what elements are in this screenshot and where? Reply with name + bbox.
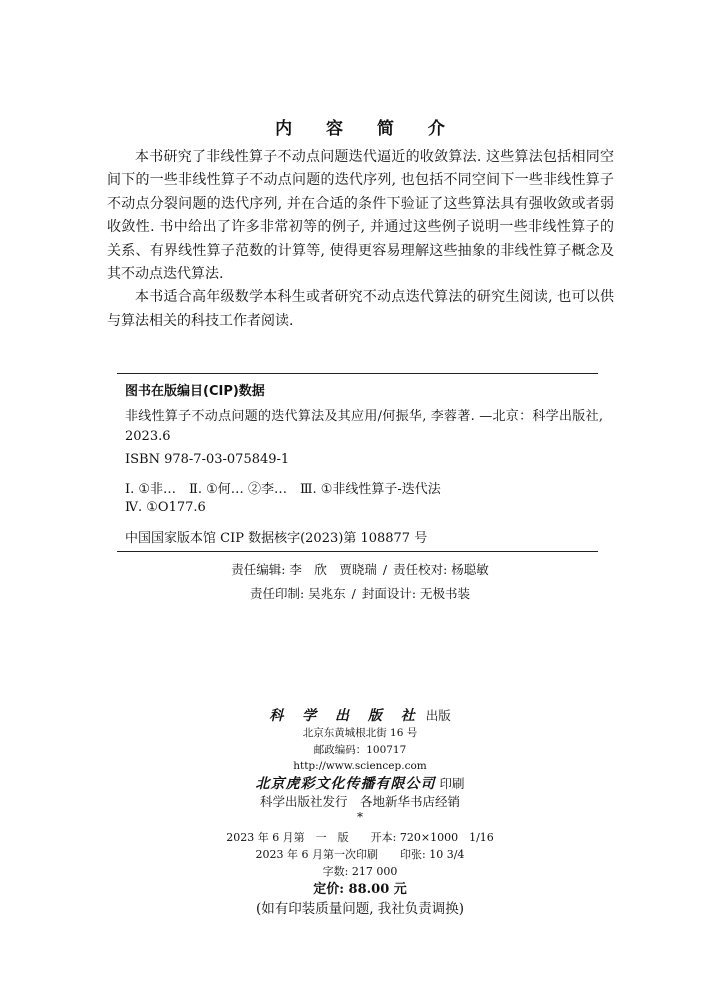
cip-bottom-rule — [117, 551, 598, 552]
publisher-address: 北京东黄城根北街 16 号 — [302, 727, 418, 739]
cip-isbn: ISBN 978-7-03-075849-1 — [125, 452, 290, 467]
proofreader: 责任校对: 杨聪敏 — [393, 562, 489, 577]
colophon — [0, 707, 720, 919]
printer-line — [0, 775, 720, 793]
abstract — [107, 146, 614, 333]
price-label: 定价: — [313, 881, 345, 897]
publisher-logo: 科 学 出 版 社 — [269, 708, 422, 724]
publisher-line — [0, 707, 720, 725]
cip-classification-1: Ⅰ. ①非… Ⅱ. ①何… ②李… Ⅲ. ①非线性算子-迭代法 — [125, 482, 441, 497]
cip-classification-2: Ⅳ. ①O177.6 — [125, 500, 206, 515]
price-line — [0, 880, 720, 899]
page-title: 内 容 简 介 — [275, 119, 459, 139]
separator-star: * — [357, 809, 363, 824]
credits-separator: / — [382, 562, 388, 577]
editors: 责任编辑: 李 欣 贾晓瑞 — [231, 562, 377, 577]
edition-line: 2023 年 6 月第 一 版 开本: 720×1000 1/16 — [226, 830, 494, 844]
abstract-paragraph-1: 本书研究了非线性算子不动点问题迭代逼近的收敛算法. 这些算法包括相同空间下的一些非线性算子不动点问题的迭代序列, 也包括不同空间下一些非线性算子不动点分裂问题的迭代序列, 并在合适的条件下验证了这些算法具有强收敛或者弱收敛性. 书中给出了许多非常初等的例子, 并通过这些例子说明一些非线性算子的关系、有界线性算子范数的计算等, 使得更容易理解这些抽象的非线性算子概念及其不动点迭代算法. — [107, 149, 614, 283]
abstract-paragraph-2: 本书适合高年级数学本科生或者研究不动点迭代算法的研究生阅读, 也可以供与算法相关的科技工作者阅读. — [107, 289, 614, 329]
price-value: 88.00 元 — [344, 881, 407, 897]
publisher-postcode: 邮政编码：100717 — [313, 743, 407, 756]
printing-line: 2023 年 6 月第一次印刷 印张: 10 3/4 — [255, 847, 465, 861]
publisher-url: http://www.sciencep.com — [293, 760, 427, 772]
quality-notice: (如有印装质量问题, 我社负责调换) — [255, 900, 465, 917]
cip-entry: 非线性算子不动点问题的迭代算法及其应用/何振华, 李蓉著. —北京：科学出版社, 2023.6 — [125, 409, 603, 444]
cip-record-number: 中国国家版本馆 CIP 数据核字(2023)第 108877 号 — [125, 531, 428, 546]
printer-name: 北京虎彩文化传播有限公司 — [255, 775, 436, 792]
cip-top-rule — [117, 373, 598, 374]
cip-heading: 图书在版编目(CIP)数据 — [125, 384, 265, 399]
cover-designer: 封面设计: 无极书装 — [361, 586, 471, 601]
credits-line-2 — [0, 584, 720, 602]
credits-separator: / — [351, 586, 356, 601]
publisher-suffix: 出版 — [421, 708, 451, 723]
print-supervisor: 责任印制: 吴兆东 — [249, 586, 346, 601]
printer-suffix: 印刷 — [435, 775, 465, 791]
word-count: 字数: 217 000 — [322, 864, 398, 878]
credits-line-1 — [0, 560, 720, 578]
distribution-line: 科学出版社发行 各地新华书店经销 — [259, 793, 460, 809]
